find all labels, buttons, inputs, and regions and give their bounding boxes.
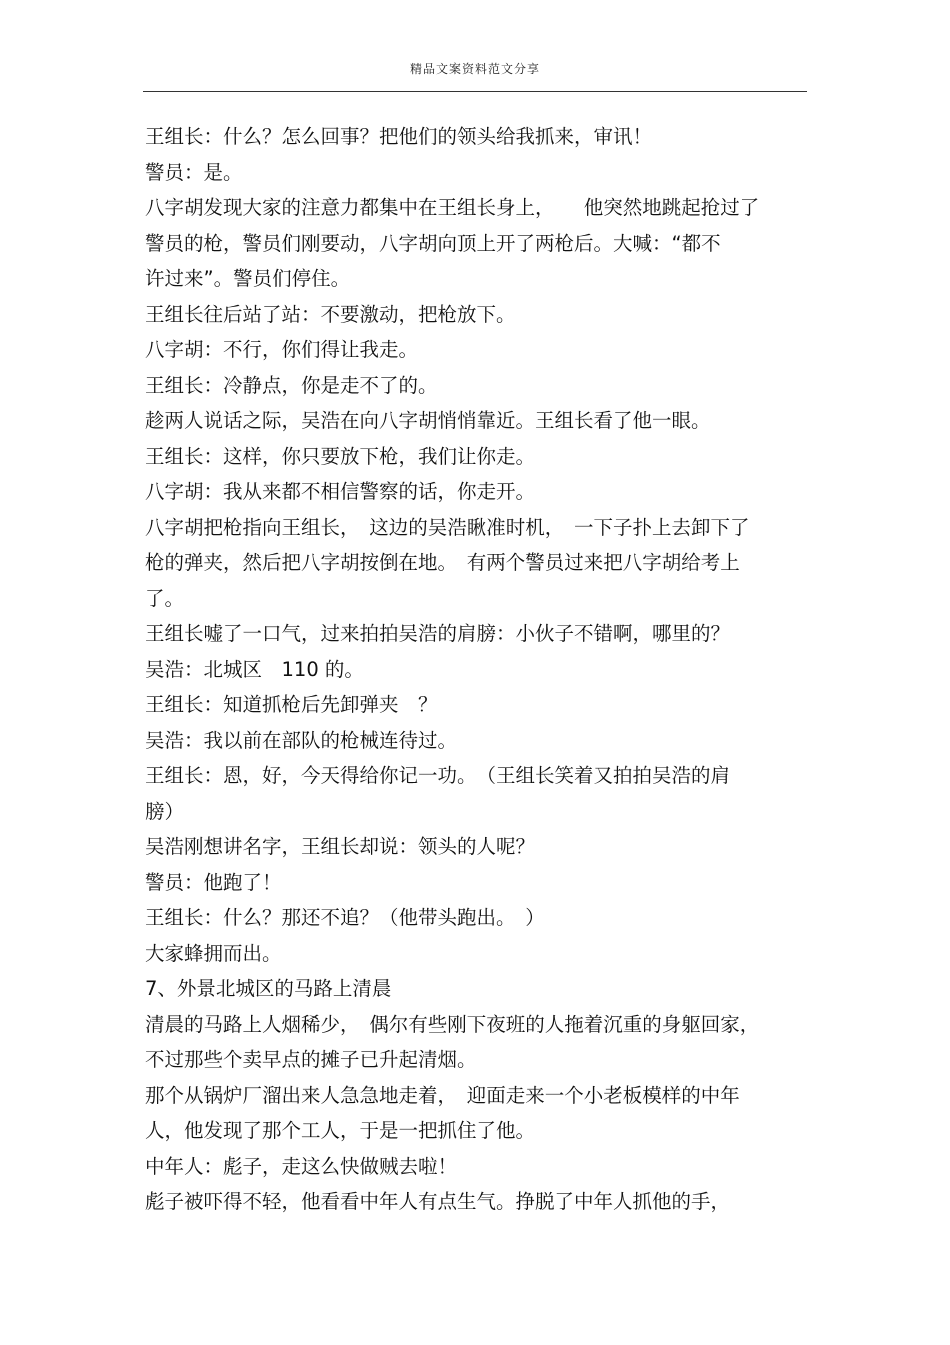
text-line: 中年人：彪子，走这么快做贼去啦！ xyxy=(145,1154,458,1178)
text-line: 警员：是。 xyxy=(145,160,243,184)
text-line: 王组长：冷静点，你是走不了的。 xyxy=(145,373,438,397)
text-line: 警员的枪，警员们刚要动，八字胡向顶上开了两枪后。大喊：“都不 xyxy=(145,231,721,255)
text-line: 清晨的马路上人烟稀少， 偶尔有些刚下夜班的人拖着沉重的身躯回家， xyxy=(145,1012,760,1036)
header-divider xyxy=(143,91,807,92)
text-line: 趁两人说话之际，吴浩在向八字胡悄悄靠近。王组长看了他一眼。 xyxy=(145,409,711,432)
text-line: 不过那些个卖早点的摊子已升起清烟。 xyxy=(145,1048,477,1071)
text-line: 人，他发现了那个工人，于是一把抓住了他。 xyxy=(145,1119,536,1142)
text-line: 王组长：这样，你只要放下枪，我们让你走。 xyxy=(145,444,536,468)
text-line: 八字胡：不行，你们得让我走。 xyxy=(145,338,419,361)
text-line: 王组长：恩，好，今天得给你记一功。 （王组长笑着又拍拍吴浩的肩 xyxy=(145,764,731,787)
text-line: 枪的弹夹，然后把八字胡按倒在地。 有两个警员过来把八字胡给考上 xyxy=(145,551,740,574)
text-line: 吴浩刚想讲名字，王组长却说：领头的人呢？ xyxy=(145,835,536,858)
text-line: 八字胡发现大家的注意力都集中在王组长身上， 他突然地跳起抢过了 xyxy=(145,196,760,219)
text-line: 王组长嘘了一口气，过来拍拍吴浩的肩膀：小伙子不错啊，哪里的？ xyxy=(145,622,731,645)
text-line: 警员：他跑了！ xyxy=(145,870,282,894)
text-line: 八字胡：我从来都不相信警察的话，你走开。 xyxy=(145,480,536,503)
text-line: 吴浩：我以前在部队的枪械连待过。 xyxy=(145,728,458,752)
document-body xyxy=(145,119,805,1220)
text-line: 王组长：知道抓枪后先卸弹夹 ？ xyxy=(145,693,438,716)
page-header: 精品文案资料范文分享 xyxy=(409,62,540,76)
text-line: 许过来”。警员们停住。 xyxy=(145,267,351,290)
text-line: 膀） xyxy=(145,799,185,823)
text-line: 了。 xyxy=(145,586,185,610)
text-line: 大家蜂拥而出。 xyxy=(145,941,282,965)
text-line: 王组长往后站了站：不要激动，把枪放下。 xyxy=(145,302,516,326)
section-heading: 7、外景北城区的马路上清晨 xyxy=(145,977,392,1000)
text-line: 王组长：什么？怎么回事？把他们的领头给我抓来，审讯！ xyxy=(145,125,653,148)
text-line: 王组长：什么？那还不追？（他带头跑出。 ） xyxy=(145,906,545,929)
text-line: 八字胡把枪指向王组长， 这边的吴浩瞅准时机， 一下子扑上去卸下了 xyxy=(145,515,750,539)
text-line: 彪子被吓得不轻，他看看中年人有点生气。挣脱了中年人抓他的手， xyxy=(145,1190,731,1213)
text-line: 吴浩：北城区 110 的。 xyxy=(145,657,364,681)
text-line: 那个从锅炉厂溜出来人急急地走着， 迎面走来一个小老板模样的中年 xyxy=(145,1083,740,1107)
